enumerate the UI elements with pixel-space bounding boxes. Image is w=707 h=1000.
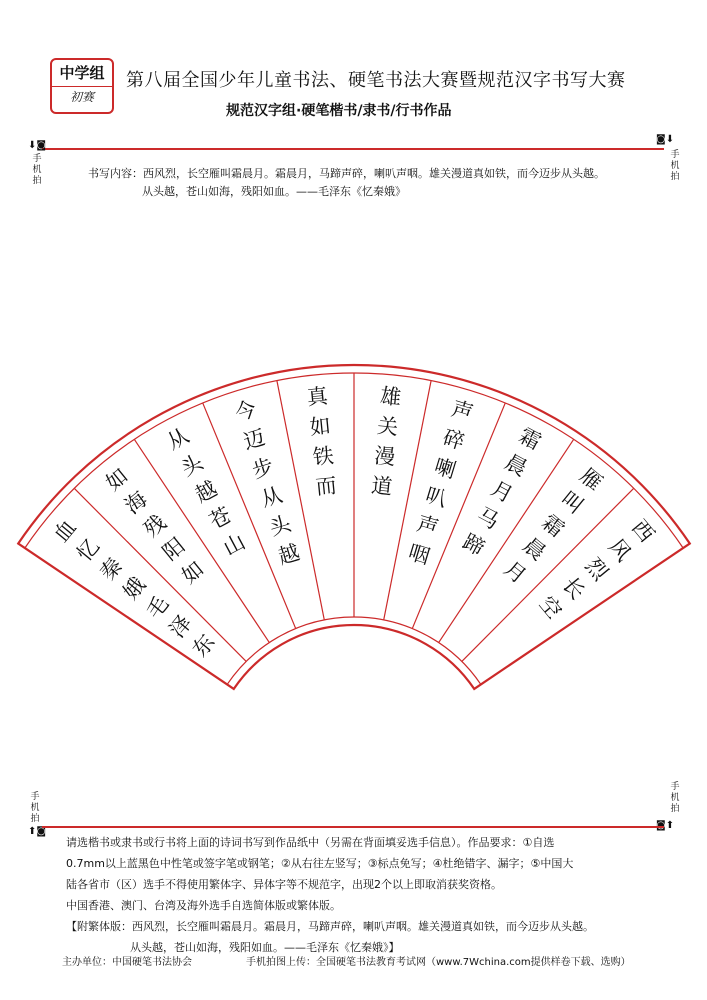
- page-subtitle: 规范汉字组·硬笔楷书/隶书/行书作品: [226, 103, 452, 119]
- fan-char: 道: [370, 473, 394, 500]
- page-title: 第八届全国少年儿童书法、硬笔书法大赛暨规范汉字书写大赛: [126, 70, 626, 91]
- arrow-up-icon: ⬆: [665, 820, 675, 831]
- fan-char: 海: [120, 486, 152, 519]
- fan-char: 真: [305, 383, 330, 410]
- fan-char: 娥: [118, 572, 151, 605]
- badge-group: 中学组: [52, 60, 112, 87]
- camera-icon: ◙: [36, 140, 47, 151]
- fan-char: 喇: [431, 453, 459, 483]
- fan-column: [49, 515, 220, 661]
- fan-char: 铁: [311, 443, 335, 470]
- fan-char: 如: [308, 413, 332, 440]
- fan-char: 从: [163, 423, 193, 455]
- instructions: [66, 832, 656, 958]
- arrow-down-icon: ⬇: [28, 140, 37, 151]
- fan-char: 泽: [164, 610, 197, 643]
- fan-char: 如: [101, 463, 133, 496]
- fan-char: 步: [249, 453, 277, 483]
- fan-char: 烈: [580, 553, 613, 585]
- instruction-line: 【附繁体版：西风烈，长空雁叫霜晨月。霜晨月，马蹄声碎，喇叭声咽。雄关漫道真如铁，而今迈步从头越。: [66, 920, 594, 933]
- fan-char: 阳: [158, 533, 190, 566]
- fan-char: 风: [603, 534, 636, 566]
- fan-char: 声: [448, 396, 476, 426]
- fan-char: 头: [266, 511, 294, 541]
- bottom-divider: [42, 826, 664, 828]
- fan-char: 忆: [72, 534, 105, 566]
- organizer: 主办单位：中国硬笔书法协会: [62, 957, 192, 968]
- fan-char: 咽: [405, 540, 433, 570]
- fan-char: 苍: [205, 502, 236, 534]
- fan-char: 毛: [141, 591, 174, 624]
- fan-char: 雄: [378, 383, 403, 410]
- fan-char: 越: [191, 476, 222, 508]
- badge-round: 初赛: [69, 90, 94, 104]
- fan-char: 碎: [440, 425, 468, 455]
- fan-char: 而: [314, 473, 338, 500]
- upload-info: 手机拍图上传：全国硬笔书法教育考试网（www.7Wchina.com提供样卷下载、选购）: [246, 957, 631, 968]
- instruction-line: 陆各省市（区）选手不得使用繁体字、异体字等不规范字，出现2个以上即取消获奖资格。: [66, 878, 502, 891]
- fan-char: 叭: [422, 482, 450, 512]
- fan-char: 秦: [95, 553, 128, 585]
- fan-char: 长: [557, 572, 590, 605]
- fan-char: 声: [414, 511, 442, 541]
- fan-char: 头: [177, 449, 207, 481]
- fan-char: 关: [376, 413, 400, 440]
- fan-char: 晨: [501, 449, 531, 481]
- fan-char: 晨: [518, 533, 550, 566]
- camera-icon: ◙: [36, 826, 47, 837]
- fan-char: 月: [486, 476, 517, 508]
- instruction-line: 中国香港、澳门、台湾及海外选手自选简体版或繁体版。: [66, 899, 341, 912]
- fan-char: 山: [219, 529, 250, 561]
- fan-char: 空: [534, 591, 567, 624]
- instruction-line: 0.7mm以上蓝黑色中性笔或签字笔或钢笔；②从右往左竖写；③标点免写；④杜绝错字、漏字；⑤中国大: [66, 857, 574, 870]
- arrow-up-icon: ⬆: [28, 826, 37, 837]
- fan-char: 越: [275, 540, 303, 570]
- content-line-1: 书写内容：西风烈，长空雁叫霜晨月。霜晨月，马蹄声碎，喇叭声咽。雄关漫道真如铁，而今迈步从头越。: [88, 167, 605, 180]
- fan-char: 东: [187, 629, 220, 662]
- camera-label-top-right: 手机拍: [670, 150, 680, 182]
- fan-char: 马: [472, 502, 503, 534]
- fan-char: 残: [139, 509, 171, 542]
- fan-char: 从: [258, 482, 286, 512]
- fan-char: 西: [627, 515, 659, 547]
- fan-char: 月: [499, 556, 531, 589]
- fan-column: [306, 384, 338, 500]
- fan-char: 如: [177, 556, 209, 589]
- camera-label-bottom-right: 手机拍: [670, 782, 680, 814]
- fan-column: [370, 384, 402, 500]
- fan-char: 雁: [575, 463, 607, 496]
- fan-char: 霜: [537, 509, 569, 542]
- instruction-line: 从头越，苍山如海，残阳如血。——毛泽东《忆秦娥》】: [130, 941, 400, 954]
- camera-icon: ◙: [656, 820, 666, 831]
- arrow-down-icon: ⬇: [665, 134, 675, 145]
- fan-char: 蹄: [458, 529, 489, 561]
- camera-icon: ◙: [656, 134, 666, 145]
- camera-label-bottom-left: 手机拍: [30, 792, 40, 824]
- camera-label-top-left: 手机拍: [32, 154, 42, 186]
- fan-char: 今: [232, 396, 260, 426]
- fan-char: 霜: [515, 423, 545, 455]
- fan-char: 血: [49, 515, 81, 547]
- fan-char: 迈: [240, 425, 268, 455]
- content-line-2: 从头越，苍山如海，残阳如血。——毛泽东《忆秦娥》: [142, 185, 406, 198]
- fan-frame: [18, 365, 690, 689]
- instruction-line: 请选楷书或隶书或行书将上面的诗词书写到作品纸中（另需在背面填妥选手信息）。作品要求：①自选: [66, 836, 555, 849]
- fan-char: 漫: [373, 443, 397, 470]
- fan-char: 叫: [556, 486, 588, 519]
